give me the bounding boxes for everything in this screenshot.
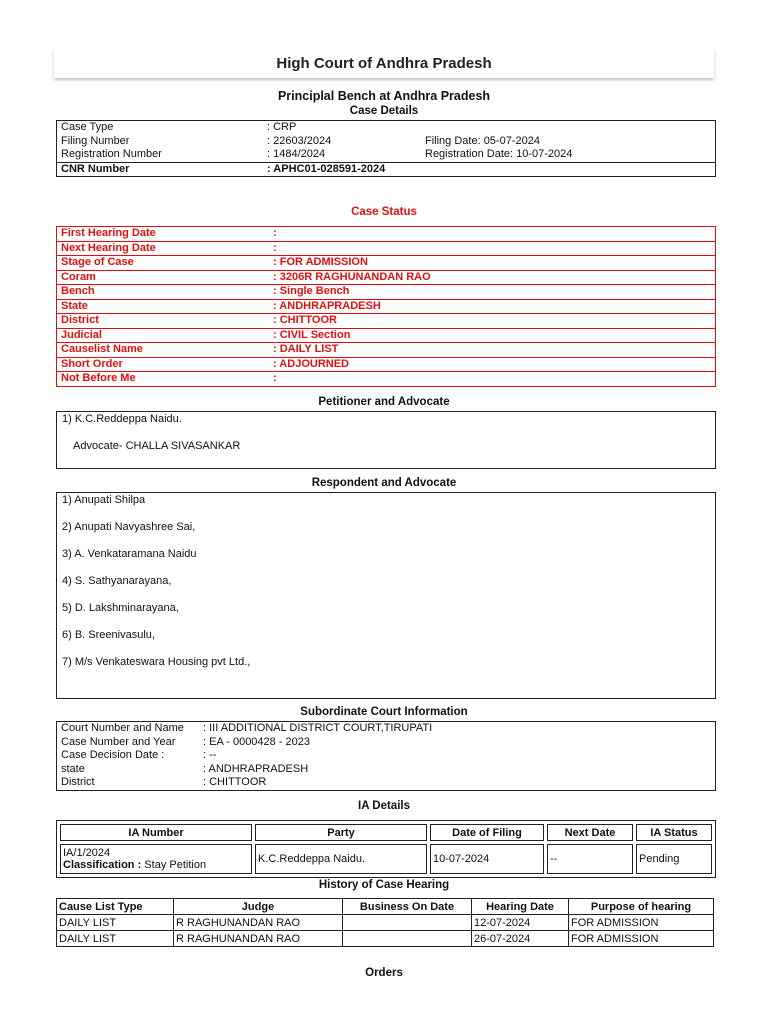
table-header-row (57, 899, 714, 915)
table-row (57, 241, 716, 256)
business-cell (343, 915, 472, 931)
column-header: Judge (174, 899, 343, 915)
table-row (57, 915, 714, 931)
field-label: CNR Number (61, 162, 130, 175)
field-label: Short Order (57, 357, 270, 372)
field-value: : EA - 0000428 - 2023 (203, 735, 311, 748)
list-item: 4) S. Sathyanarayana, (62, 575, 172, 587)
hearing-date-cell: 12-07-2024 (472, 915, 569, 931)
table-row (57, 256, 716, 271)
field-label: Bench (57, 285, 270, 300)
field-label: Stage of Case (57, 256, 270, 271)
purpose-cell: FOR ADMISSION (569, 915, 714, 931)
field-value: : CHITTOOR (269, 314, 716, 329)
field-value: : ANDHRAPRADESH (269, 299, 716, 314)
field-value: : (269, 227, 716, 242)
column-header: Party (255, 824, 427, 841)
purpose-cell: FOR ADMISSION (569, 931, 714, 947)
history-table (56, 898, 714, 947)
orders-heading: Orders (365, 967, 403, 979)
table-row (57, 776, 716, 790)
next-date-cell: -- (547, 844, 633, 874)
list-item: 5) D. Lakshminarayana, (62, 602, 179, 614)
registration-date: Registration Date: 10-07-2024 (425, 148, 573, 160)
table-row (57, 135, 716, 149)
table-row (57, 357, 716, 372)
field-label: Case Type (61, 121, 114, 133)
cause-list-cell: DAILY LIST (57, 915, 174, 931)
field-value: : (269, 241, 716, 256)
field-value: : ANDHRAPRADESH (203, 762, 309, 775)
case-details-heading: Case Details (349, 105, 419, 117)
party-cell: K.C.Reddeppa Naidu. (255, 844, 427, 874)
table-row (57, 121, 716, 135)
list-item: 2) Anupati Navyashree Sai, (62, 521, 196, 533)
field-label: Judicial (57, 328, 270, 343)
filing-date-cell: 10-07-2024 (430, 844, 544, 874)
ia-status-cell: Pending (636, 844, 712, 874)
field-value: : III ADDITIONAL DISTRICT COURT,TIRUPATI (203, 722, 433, 734)
filing-date: Filing Date: 05-07-2024 (425, 134, 540, 147)
field-value: : CHITTOOR (203, 776, 267, 788)
bench-title: Principlal Bench at Andhra Pradesh (277, 89, 491, 103)
business-cell (343, 931, 472, 947)
field-value: : DAILY LIST (269, 343, 716, 358)
list-item: 7) M/s Venkateswara Housing pvt Ltd., (62, 656, 251, 668)
table-row (57, 343, 716, 358)
field-value: : ADJOURNED (269, 357, 716, 372)
table-row (60, 844, 712, 874)
table-row (57, 162, 716, 177)
column-header: IA Number (60, 824, 252, 841)
case-details-table (56, 120, 716, 177)
respondent-heading: Respondent and Advocate (311, 477, 457, 489)
column-header: Next Date (547, 824, 633, 841)
table-row (57, 722, 716, 736)
case-status-heading: Case Status (351, 206, 417, 218)
field-value: : 22603/2024 (267, 134, 332, 147)
column-header: Purpose of hearing (569, 899, 714, 915)
classification-label: Classification : (63, 859, 142, 871)
field-label: State (57, 299, 270, 314)
subordinate-heading: Subordinate Court Information (300, 706, 468, 718)
table-row (57, 372, 716, 387)
field-label: Coram (57, 270, 270, 285)
field-value: : FOR ADMISSION (269, 256, 716, 271)
field-label: District (57, 314, 270, 329)
field-value: : APHC01-028591-2024 (267, 162, 386, 175)
petitioner-heading: Petitioner and Advocate (318, 396, 450, 408)
field-value: : 1484/2024 (267, 148, 326, 160)
field-value: : -- (203, 749, 217, 761)
column-header: Hearing Date (472, 899, 569, 915)
history-heading: History of Case Hearing (318, 879, 450, 891)
field-label: Not Before Me (61, 372, 136, 384)
petitioner-box (56, 411, 716, 469)
column-header: Cause List Type (57, 899, 174, 915)
petitioner-name: 1) K.C.Reddeppa Naidu. (62, 413, 182, 425)
judge-cell: R RAGHUNANDAN RAO (174, 915, 343, 931)
list-item: 1) Anupati Shilpa (62, 494, 146, 506)
field-label: Causelist Name (57, 343, 270, 358)
table-row (57, 931, 714, 947)
ia-number-cell (60, 844, 252, 874)
hearing-date-cell: 26-07-2024 (472, 931, 569, 947)
table-row (57, 270, 716, 285)
table-row (57, 328, 716, 343)
classification-value: Stay Petition (141, 859, 207, 871)
list-item: 6) B. Sreenivasulu, (62, 629, 155, 641)
field-label: Registration Number (61, 148, 162, 160)
field-label: Case Number and Year (61, 735, 176, 748)
field-label: Filing Number (61, 134, 130, 147)
field-label: District (61, 776, 95, 788)
field-value: : CRP (267, 121, 297, 133)
table-row (57, 148, 716, 162)
field-value: : Single Bench (269, 285, 716, 300)
table-row (57, 285, 716, 300)
field-label: First Hearing Date (57, 227, 270, 242)
column-header: IA Status (636, 824, 712, 841)
field-label: Court Number and Name (61, 722, 184, 734)
field-value: : CIVIL Section (269, 328, 716, 343)
case-status-table (56, 226, 716, 387)
petitioner-advocate: Advocate- CHALLA SIVASANKAR (73, 440, 241, 452)
table-row (57, 299, 716, 314)
column-header: Business On Date (343, 899, 472, 915)
field-label: Case Decision Date : (61, 749, 165, 761)
ia-details-heading: IA Details (358, 800, 410, 812)
table-header-row (60, 824, 712, 841)
field-value: : 3206R RAGHUNANDAN RAO (269, 270, 716, 285)
field-label: state (61, 762, 85, 775)
table-row (57, 227, 716, 242)
table-row (57, 763, 716, 777)
table-row (57, 749, 716, 763)
court-header: High Court of Andhra Pradesh (54, 48, 714, 78)
judge-cell: R RAGHUNANDAN RAO (174, 931, 343, 947)
table-row (57, 736, 716, 750)
respondent-box (56, 492, 716, 699)
cause-list-cell: DAILY LIST (57, 931, 174, 947)
column-header: Date of Filing (430, 824, 544, 841)
field-label: Next Hearing Date (57, 241, 270, 256)
field-value: : (273, 372, 277, 384)
subordinate-table (56, 721, 716, 791)
list-item: 3) A. Venkataramana Naidu (62, 548, 197, 560)
table-row (57, 314, 716, 329)
ia-details-table (56, 820, 716, 878)
ia-number: IA/1/2024 (63, 847, 111, 859)
